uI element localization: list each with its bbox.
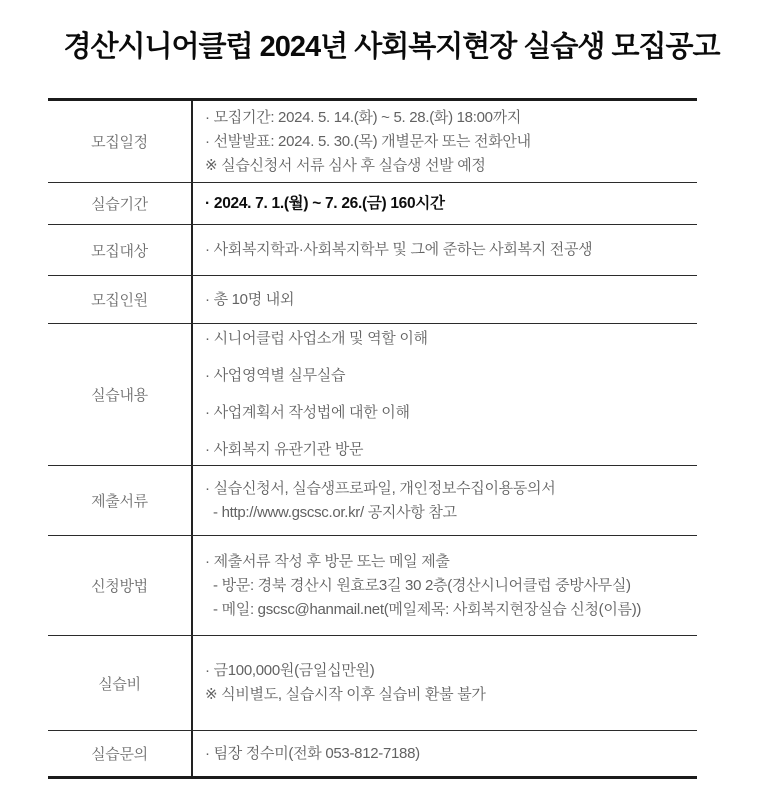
row-label: 제출서류: [48, 466, 193, 535]
row-content: [193, 466, 697, 535]
row-label: 실습문의: [48, 731, 193, 776]
row-label: 실습비: [48, 636, 193, 730]
content-line: · 총 10명 내외: [205, 290, 295, 308]
content-line: - 메일: gscsc@hanmail.net(메일제목: 사회복지현장실습 신청(이름)): [213, 600, 642, 618]
content-line: · 모집기간: 2024. 5. 14.(화) ~ 5. 28.(화) 18:00까지: [205, 108, 522, 126]
content-line: · 선발발표: 2024. 5. 30.(목) 개별문자 또는 전화안내: [205, 132, 531, 150]
recruitment-table: [48, 98, 697, 779]
content-line: - 방문: 경북 경산시 원효로3길 30 2층(경산시니어클럽 중방사무실): [213, 576, 631, 594]
content-line: · 시니어클럽 사업소개 및 역할 이해: [205, 330, 428, 347]
table-row: [48, 731, 697, 776]
content-line: ※ 실습신청서 서류 심사 후 실습생 선발 예정: [205, 156, 486, 174]
content-line: · 2024. 7. 1.(월) ~ 7. 26.(금) 160시간: [205, 194, 445, 212]
table-row: [48, 101, 697, 183]
row-label: 모집대상: [48, 225, 193, 275]
content-line: · 사회복지 유관기관 방문: [205, 441, 364, 458]
content-line: · 팀장 정수미(전화 053-812-7188): [205, 744, 420, 762]
table-row: [48, 324, 697, 466]
content-line: · 금100,000원(금일십만원): [205, 662, 375, 679]
table-row: [48, 276, 697, 324]
table-row: [48, 225, 697, 276]
row-label: 신청방법: [48, 536, 193, 635]
row-content: [193, 276, 697, 323]
row-label: 모집인원: [48, 276, 193, 323]
row-content: [193, 536, 697, 635]
content-line: · 사업계획서 작성법에 대한 이해: [205, 404, 410, 421]
content-line: · 사업영역별 실무실습: [205, 367, 346, 384]
row-content: [193, 636, 697, 730]
table-row: [48, 536, 697, 636]
content-line: · 사회복지학과·사회복지학부 및 그에 준하는 사회복지 전공생: [205, 241, 593, 258]
content-line: · 제출서류 작성 후 방문 또는 메일 제출: [205, 552, 450, 570]
row-content: [193, 101, 697, 182]
row-content: [193, 731, 697, 776]
table-row: [48, 466, 697, 536]
row-content: [193, 225, 697, 275]
row-label: 실습기간: [48, 183, 193, 224]
table-row: [48, 183, 697, 225]
content-line: ※ 식비별도, 실습시작 이후 실습비 환불 불가: [205, 686, 486, 703]
row-label: 실습내용: [48, 324, 193, 465]
content-line: · 실습신청서, 실습생프로파일, 개인정보수집이용동의서: [205, 479, 556, 497]
row-content: [193, 324, 697, 465]
row-label: 모집일정: [48, 101, 193, 182]
row-content: [193, 183, 697, 224]
page-title: 경산시니어클럽 2024년 사회복지현장 실습생 모집공고: [63, 31, 720, 63]
table-row: [48, 636, 697, 731]
content-line: - http://www.gscsc.or.kr/ 공지사항 참고: [213, 503, 457, 521]
